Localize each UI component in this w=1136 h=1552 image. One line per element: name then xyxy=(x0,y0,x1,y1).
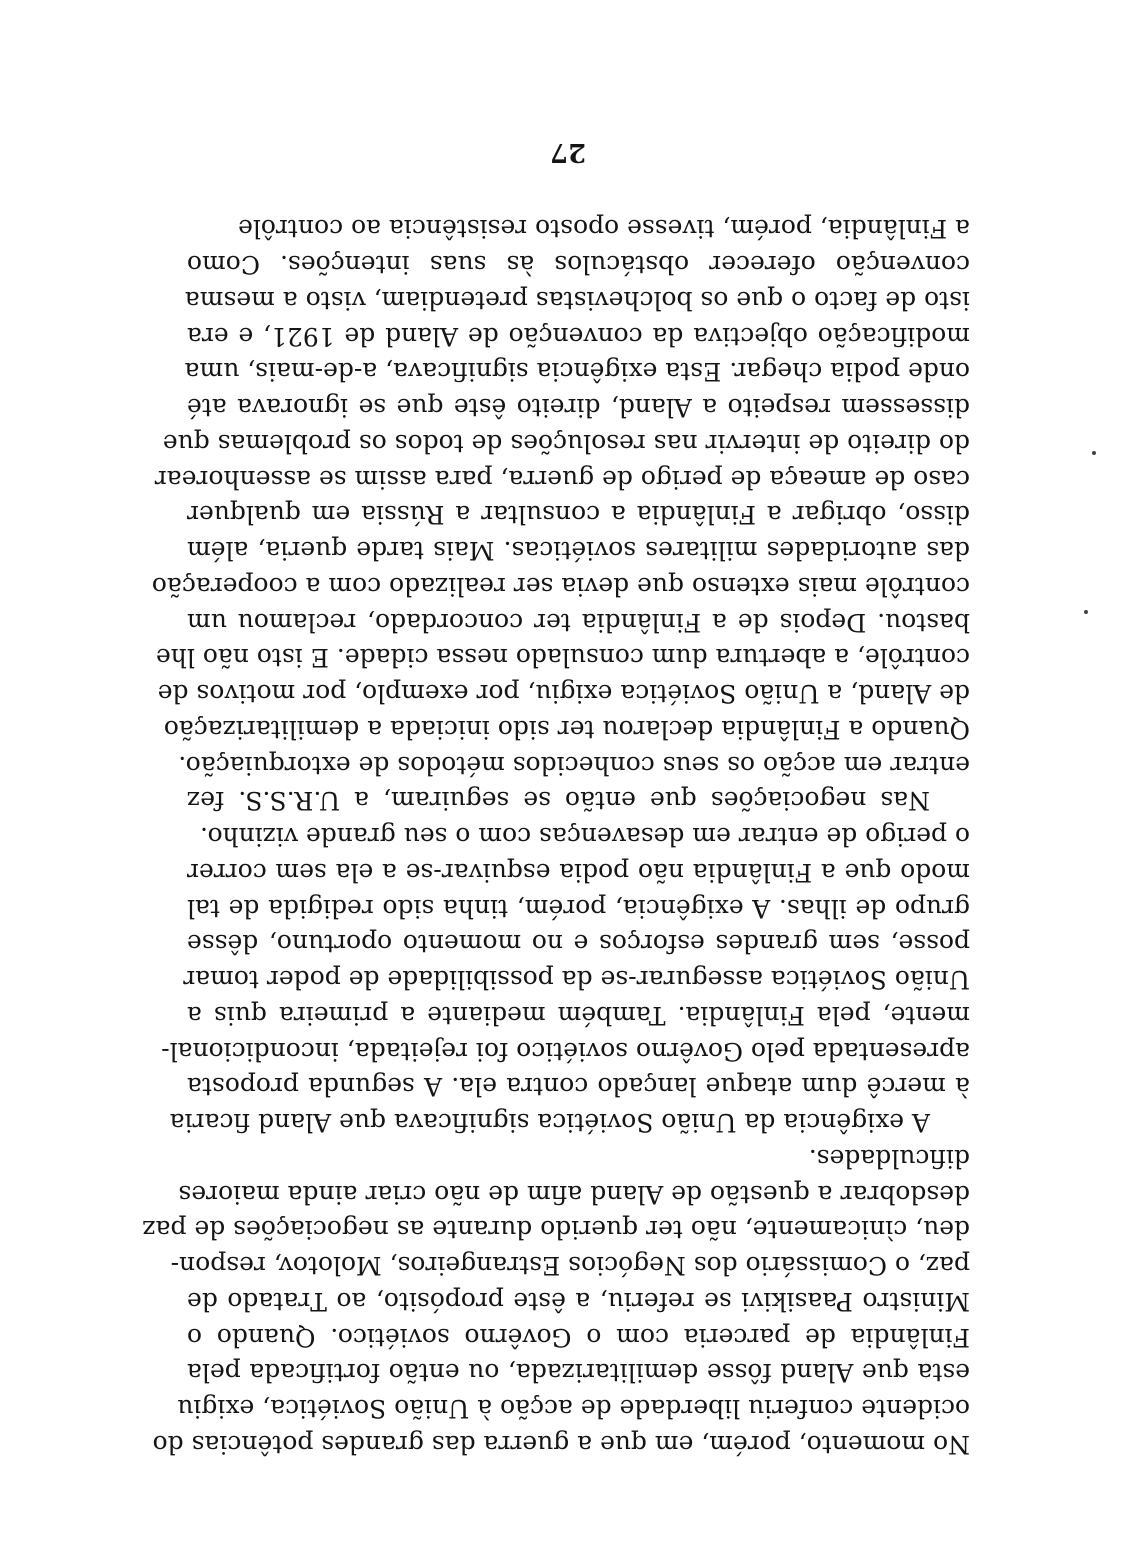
text-line: Quando a Finlândia declarou ter sido iniciada a demilitarização xyxy=(163,715,970,744)
text-line: bastou. Depois de a Finlândia ter concordado, reclamou um xyxy=(187,607,970,637)
text-line: a Finlândia, porém, tivesse oposto resistência ao contrôle xyxy=(238,214,970,244)
text-line: contrôle mais extenso que devia ser realizado com a cooperação xyxy=(151,572,970,601)
text-line: A exigência da União Soviética significava que Aland ficaria xyxy=(169,1108,930,1138)
text-line: No momento, porém, em que a guerra das grandes potências do xyxy=(152,1430,970,1459)
text-line: disso, obrigar a Finlândia a consultar a Rússia em qualquer xyxy=(187,500,970,530)
text-line: caso de ameaça de perigo de guerra, para assim se assenhorear xyxy=(154,464,970,494)
text-line: modo que a Finlândia não podia esquivar-se a ela sem correr xyxy=(187,858,970,887)
scan-speck xyxy=(1092,451,1096,455)
text-line: dificuldades. xyxy=(808,1144,970,1173)
text-line: modificação objectiva da convenção de Aland de 1921, e era xyxy=(187,321,970,351)
text-line: ocidente conferiu liberdade de acção à União Soviética, exigiu xyxy=(177,1394,970,1424)
text-line: à mercê dum ataque lançado contra ela. A segunda proposta xyxy=(187,1072,970,1102)
text-line: grupo de ilhas. A exigência, porém, tinha sido redigida de tal xyxy=(187,893,970,923)
text-line: entrar em acção os seus conhecidos métodos de extorquiação. xyxy=(178,750,970,780)
text-line: contrôle, a abertura dum consulado nessa cidade. E isto não lhe xyxy=(155,643,970,673)
body-text xyxy=(142,211,970,1462)
text-line: desdobrar a questão de Aland afim de não criar ainda maiores xyxy=(178,1179,970,1209)
text-line: União Soviética assegurar-se da possibilidade de poder tomar xyxy=(183,965,970,995)
text-line: esta que Aland fôsse demilitarizada, ou então fortificada pela xyxy=(187,1358,970,1388)
text-line: apresentada pelo Govêrno soviético foi rejeitada, incondicional- xyxy=(161,1036,970,1066)
text-line: o perigo de entrar em desavenças com o seu grande vizinho. xyxy=(200,822,970,852)
page-number: 27 xyxy=(549,137,587,167)
scan-speck xyxy=(1084,610,1088,614)
text-line: deu, cìnicamente, não ter querido durante as negociações de paz xyxy=(142,1215,970,1245)
text-line: das autoridades militares soviéticas. Mais tarde queria, além xyxy=(187,536,970,566)
text-line: Finlândia de parceria com o Govêrno soviético. Quando o xyxy=(187,1322,970,1352)
text-line: onde podia chegar. Esta exigência significava, a-de-mais, uma xyxy=(184,357,970,387)
text-line: do direito de intervir nas resoluções de todos os problemas que xyxy=(162,429,970,458)
text-line: Nas negociações que então se seguiram, a U.R.S.S. fez xyxy=(187,786,930,816)
text-line: paz, o Comissário dos Negócios Estrangeiros, Molotov, respon- xyxy=(170,1251,970,1281)
text-line: dissessem respeito a Aland, direito êste que se ignorava até xyxy=(187,393,970,423)
text-line: Ministro Paasikivi se referiu, a êste propósito, ao Tratado de xyxy=(187,1287,970,1316)
text-line: mente, pela Finlândia. Também mediante a primeira quis a xyxy=(187,1001,970,1030)
text-line: de Aland, a União Soviética exigiu, por exemplo, por motivos de xyxy=(157,679,970,709)
text-line: convenção oferecer obstáculos às suas intenções. Como xyxy=(187,250,970,280)
text-line: posse, sem grandes esforços e no momento oportuno, dêsse xyxy=(187,929,970,959)
text-line: isto de facto o que os bolchevistas pretendiam, visto a mesma xyxy=(184,286,970,315)
